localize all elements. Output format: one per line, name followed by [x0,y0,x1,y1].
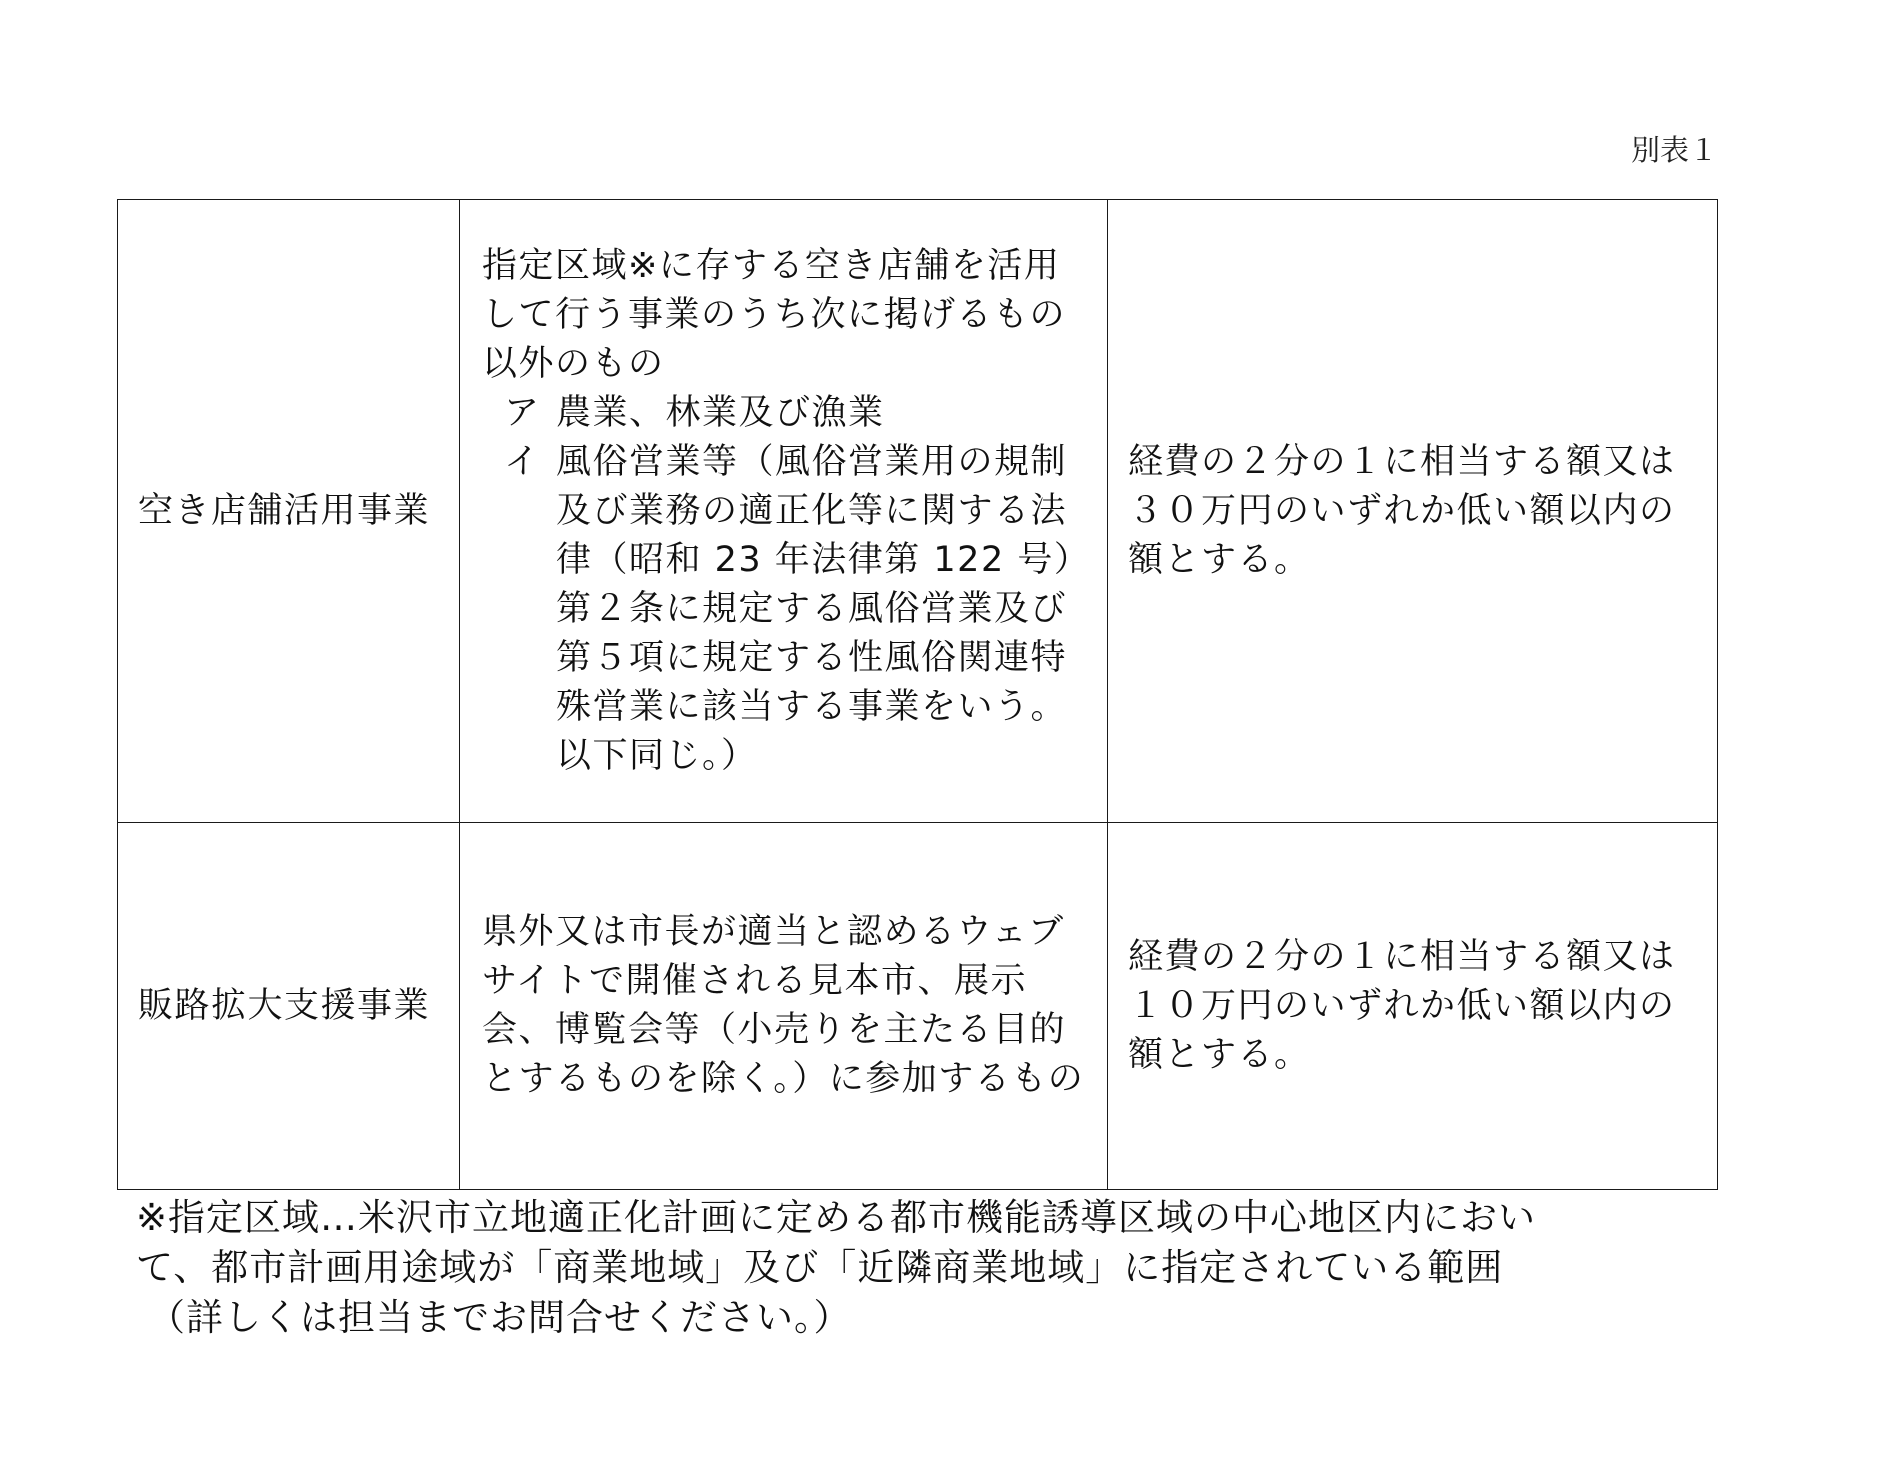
description-intro: 指定区域※に存する空き店舗を活用して行う事業のうち次に掲げるもの以外のもの [482,245,1067,384]
exclusion-marker: ア [504,392,541,433]
exclusion-item [482,389,1095,438]
subsidy-amount: 経費の２分の１に相当する額又は３０万円のいずれか低い額以内の額とする。 [1128,441,1676,580]
footnote [136,1193,1756,1343]
exclusion-marker: イ [504,441,541,482]
table-row [118,200,1718,823]
exclusion-text: 風俗営業等（風俗営業用の規制及び業務の適正化等に関する法律（昭和 23 年法律第 122 号）第２条に規定する風俗営業及び第５項に規定する性風俗関連特殊営業に該当する事業をいう。以下同じ。） [556,441,1091,776]
exclusion-text: 農業、林業及び漁業 [556,392,885,433]
subsidy-amount-cell [1108,200,1718,823]
description-intro: 県外又は市長が適当と認めるウェブサイトで開催される見本市、展示会、博覧会等（小売りを主たる目的とするものを除く。）に参加するもの [482,912,1085,1099]
business-description-cell [460,823,1108,1190]
business-name: 空き店舗活用事業 [138,490,431,531]
exclusion-item [482,438,1095,781]
subsidy-amount: 経費の２分の１に相当する額又は１０万円のいずれか低い額以内の額とする。 [1128,936,1676,1075]
subsidy-amount-cell [1108,823,1718,1190]
business-name: 販路拡大支援事業 [138,985,431,1026]
footnote-line: ※指定区域…米沢市立地適正化計画に定める都市機能誘導区域の中心地区内におい [136,1196,1536,1239]
page-label: 別表１ [1630,133,1718,167]
business-description-cell [460,200,1108,823]
business-name-cell [118,823,460,1190]
business-name-cell [118,200,460,823]
subsidy-table [117,199,1718,1190]
exclusion-list [482,389,1095,781]
footnote-line: （詳しくは担当までお問合せください。） [148,1296,852,1339]
table-row [118,823,1718,1190]
footnote-line: て、都市計画用途域が「商業地域」及び「近隣商業地域」に指定されている範囲 [136,1246,1504,1289]
